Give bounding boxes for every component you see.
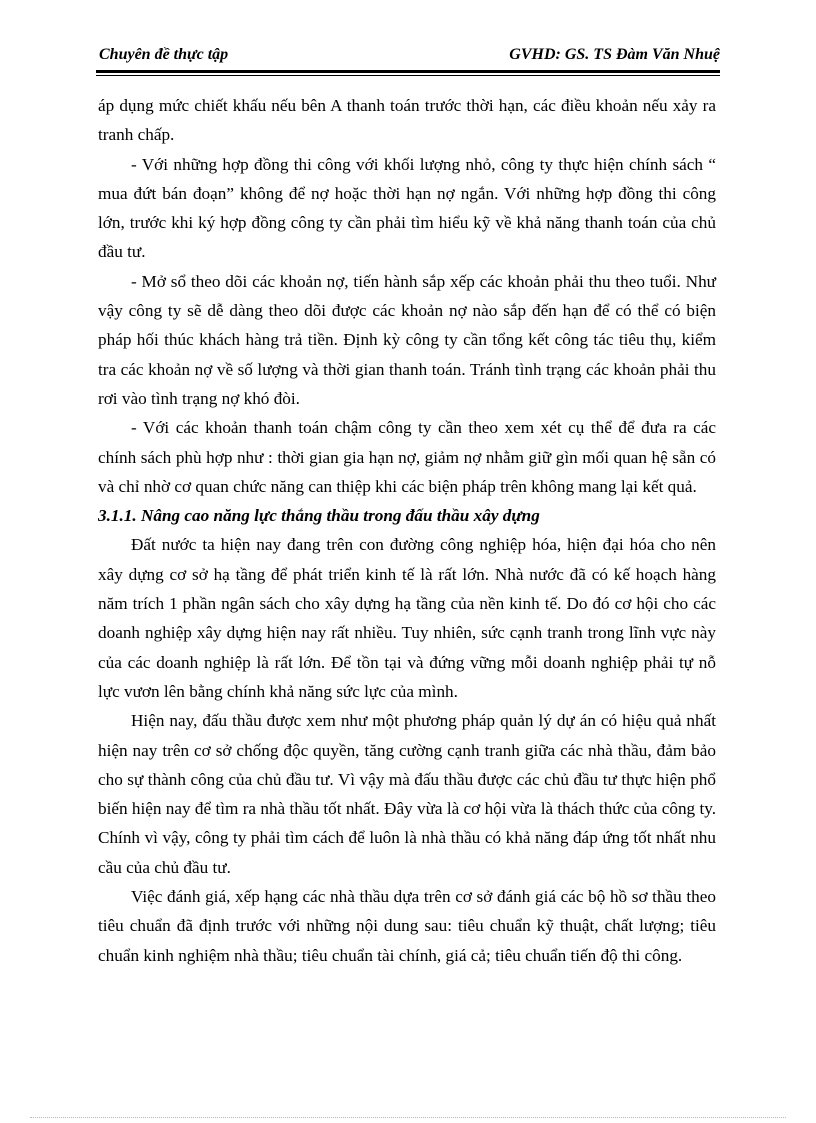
- header-rule-thick: [96, 70, 720, 73]
- footer-rule: [30, 1117, 786, 1118]
- page-body: [98, 91, 716, 970]
- section-heading: 3.1.1. Nâng cao năng lực thắng thầu trong đấu thầu xây dựng: [98, 506, 540, 526]
- header-rule-thin: [96, 75, 720, 76]
- paragraph: Việc đánh giá, xếp hạng các nhà thầu dựa trên cơ sở đánh giá các bộ hồ sơ thầu theo tiêu chuẩn đã định trước với những nội dung sau: tiêu chuẩn kỹ thuật, chất lượng; tiêu chuẩn kinh nghiệm nhà thầu; tiêu chuẩn tài chính, giá cả; tiêu chuẩn tiến độ thi công.: [98, 887, 716, 965]
- header-supervisor: GVHD: GS. TS Đàm Văn Nhuệ: [509, 46, 720, 63]
- page-header: [99, 46, 720, 72]
- paragraph: - Với các khoản thanh toán chậm công ty cần theo xem xét cụ thể để đưa ra các chính sách phù hợp như : thời gian gia hạn nợ, giảm nợ nhằm giữ gìn mối quan hệ sẵn có và chỉ nhờ cơ quan chức năng can thiệp khi các biện pháp trên không mang lại kết quả.: [98, 418, 716, 496]
- paragraph: Đất nước ta hiện nay đang trên con đường công nghiệp hóa, hiện đại hóa cho nên xây dựng cơ sở hạ tầng để phát triển kinh tế là rất lớn. Nhà nước đã có kế hoạch hàng năm trích 1 phần ngân sách cho xây dựng hạ tầng của nền kinh tế. Do đó cơ hội cho các doanh nghiệp xây dựng hiện nay rất nhiều. Tuy nhiên, sức cạnh tranh trong lĩnh vực này của các doanh nghiệp là rất lớn. Để tồn tại và đứng vững mỗi doanh nghiệp phải tự nỗ lực vươn lên bằng chính khả năng sức lực của mình.: [98, 535, 716, 701]
- paragraph: - Với những hợp đồng thi công với khối lượng nhỏ, công ty thực hiện chính sách “ mua đứt bán đoạn” không để nợ hoặc thời hạn nợ ngắn. Với những hợp đồng thi công lớn, trước khi ký hợp đồng công ty cần phải tìm hiểu kỹ về khả năng thanh toán của chủ đầu tư.: [98, 154, 716, 262]
- paragraph: - Mở sổ theo dõi các khoản nợ, tiến hành sắp xếp các khoản phải thu theo tuổi. Như vậy công ty sẽ dễ dàng theo dõi được các khoản nợ nào sắp đến hạn để có thể có biện pháp hối thúc khách hàng trả tiền. Định kỳ công ty cần tổng kết công tác tiêu thụ, kiểm tra các khoản nợ về số lượng và thời gian thanh toán. Tránh tình trạng các khoản phải thu rơi vào tình trạng nợ khó đòi.: [98, 271, 716, 408]
- paragraph: Hiện nay, đấu thầu được xem như một phương pháp quản lý dự án có hiệu quả nhất hiện nay trên cơ sở chống độc quyền, tăng cường cạnh tranh giữa các nhà thầu, đảm bảo cho sự thành công của chủ đầu tư. Vì vậy mà đấu thầu được các chủ đầu tư thực hiện phổ biến hiện nay để tìm ra nhà thầu tốt nhất. Đây vừa là cơ hội vừa là thách thức của công ty. Chính vì vậy, công ty phải tìm cách để luôn là nhà thầu có khả năng đáp ứng tốt nhất nhu cầu của chủ đầu tư.: [98, 711, 716, 877]
- header-document-title: Chuyên đề thực tập: [99, 46, 229, 63]
- paragraph: áp dụng mức chiết khấu nếu bên A thanh toán trước thời hạn, các điều khoản nếu xảy ra tranh chấp.: [98, 96, 716, 145]
